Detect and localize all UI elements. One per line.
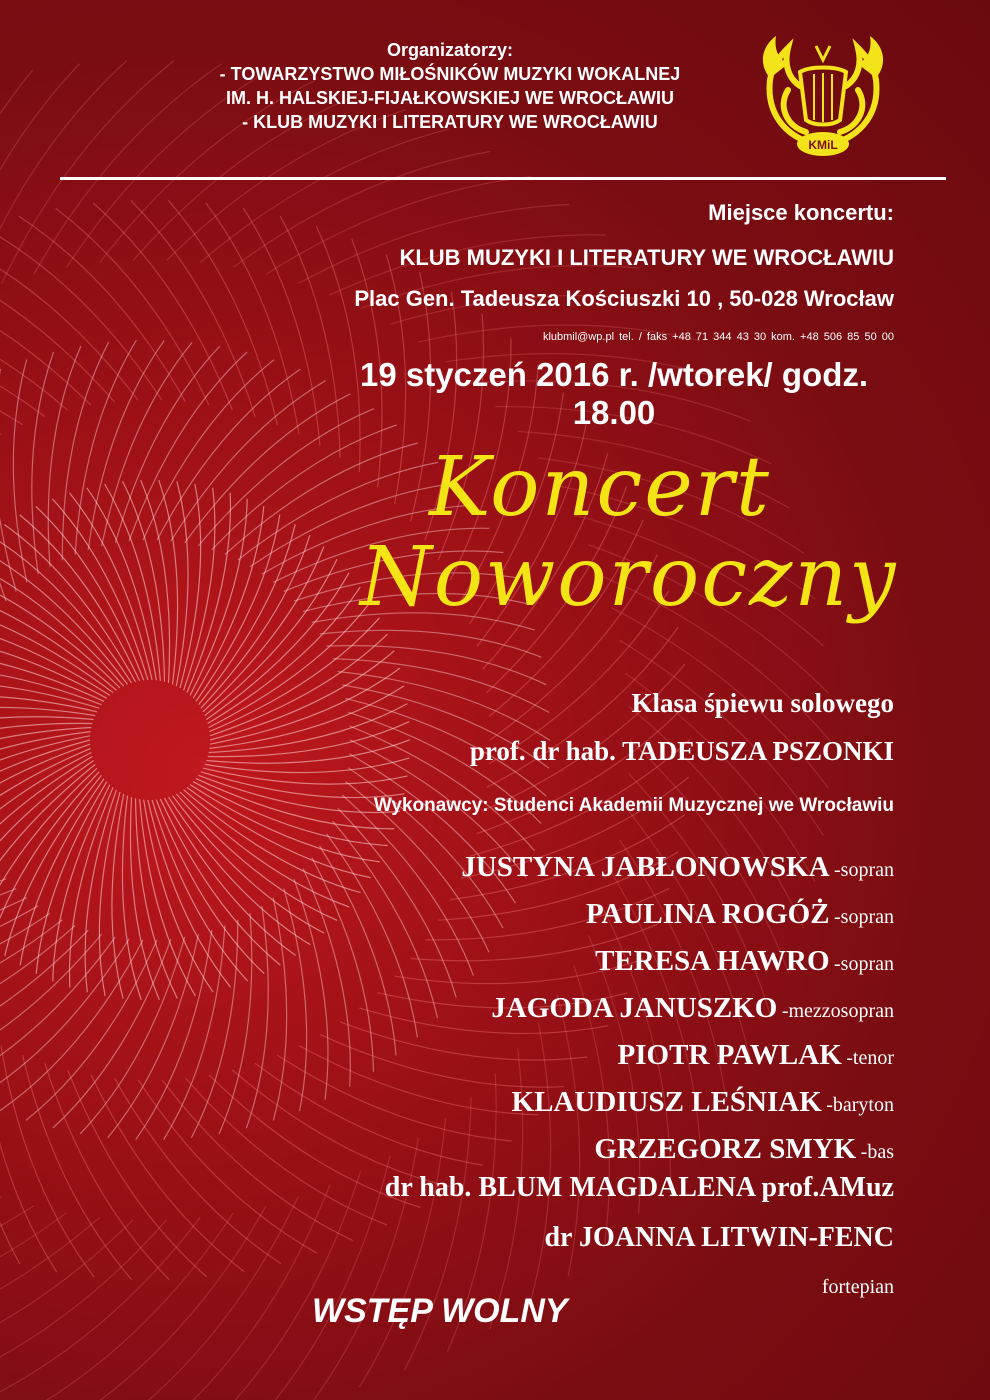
firework-streak (0, 740, 90, 829)
firework-streak (320, 846, 396, 1055)
firework-streak (342, 795, 473, 975)
firework-streak (200, 129, 449, 263)
firework-streak (298, 205, 569, 284)
firework-streak (327, 834, 418, 1038)
firework-streak (0, 764, 95, 920)
firework-streak (206, 740, 410, 763)
firework-streak (0, 913, 50, 997)
firework-streak (0, 339, 23, 425)
singer-name: PIOTR PAWLAK (617, 1039, 842, 1071)
firework-streak (0, 273, 91, 406)
firework-streak (91, 1075, 244, 1272)
singer-name: PAULINA ROGÓŻ (585, 898, 830, 930)
venue-label: Miejsce koncertu: (708, 200, 894, 225)
firework-streak (122, 796, 141, 1000)
firework-streak (157, 369, 300, 540)
professor-line: prof. dr hab. TADEUSZA PSZONKI (469, 736, 894, 766)
singers-list (461, 844, 894, 1173)
firework-streak (162, 1080, 353, 1241)
firework-streak (129, 352, 247, 541)
singer-name: GRZEGORZ SMYK (594, 1133, 857, 1165)
singer-voice: -sopran (834, 859, 894, 881)
firework-streak (232, 1070, 452, 1188)
firework-streak (327, 646, 547, 685)
firework-streak (294, 879, 328, 1100)
firework-streak (159, 480, 178, 684)
firework-streak (0, 939, 129, 1100)
firework-streak (93, 203, 232, 410)
singer-row (461, 891, 894, 938)
organizer-line: IM. H. HALSKIEJ-FIJAŁKOWSKIEJ WE WROCŁAWIU (226, 88, 674, 108)
venue-name: KLUB MUZYKI I LITERATURY WE WROCŁAWIU (399, 245, 894, 270)
firework-streak (99, 792, 120, 996)
organizers-block (180, 38, 720, 134)
firework-streak (32, 352, 54, 574)
singer-voice: -mezzosopran (781, 1000, 894, 1022)
firework-streak (173, 1185, 330, 1400)
firework-streak (68, 1070, 207, 1277)
class-line: Klasa śpiewu solowego (631, 688, 894, 718)
firework-streak (219, 913, 252, 1134)
singer-voice: -tenor (846, 1047, 894, 1069)
firework-streak (62, 342, 108, 560)
firework-streak (143, 360, 274, 540)
singer-name: JAGODA JANUSZKO (491, 992, 778, 1024)
firework-streak (0, 736, 90, 812)
firework-streak (0, 934, 102, 1071)
firework-streak (102, 342, 193, 546)
firework-streak (56, 208, 209, 405)
concert-datetime: 19 styczeń 2016 r. /wtorek/ godz. 18.00 (359, 356, 869, 431)
organizer-line: - TOWARZYSTWO MIŁOŚNIKÓW MUZYKI WOKALNEJ (219, 64, 681, 84)
singer-name: TERESA HAWRO (595, 945, 830, 977)
firework-streak (0, 744, 90, 846)
firework-streak (333, 659, 549, 713)
firework-streak (0, 602, 113, 692)
firework-streak (0, 1220, 167, 1387)
firework-streak (0, 64, 80, 309)
singer-row (461, 938, 894, 985)
firework-streak (243, 208, 320, 446)
kmil-logo-icon (748, 28, 898, 168)
title-line-2: Noworoczny (360, 530, 898, 625)
singer-name: KLAUDIUSZ LEŚNIAK (511, 1086, 822, 1118)
firework-streak (0, 227, 162, 401)
singer-voice: -baryton (826, 1094, 894, 1116)
venue-address: Plac Gen. Tadeusza Kościuszki 10 , 50-028 Wrocław (354, 286, 894, 311)
firework-streak (126, 1197, 299, 1400)
pianist-1: dr hab. BLUM MAGDALENA prof.AMuz (384, 1172, 894, 1203)
firework-streak (164, 925, 225, 1139)
firework-streak (0, 587, 116, 690)
firework-streak (176, 481, 188, 686)
singer-voice: -bas (860, 1141, 894, 1163)
firework-streak (31, 1213, 233, 1400)
firework-streak (0, 930, 88, 1055)
firework-streak (26, 940, 157, 1120)
firework-streak (338, 672, 550, 741)
title-line-1: Koncert (429, 440, 771, 535)
firework-streak (108, 934, 199, 1138)
firework-streak (53, 939, 171, 1128)
firework-streak (112, 794, 124, 999)
firework-streak (0, 761, 94, 908)
firework-streak (171, 381, 326, 541)
firework-streak (0, 365, 1, 434)
singer-row (461, 985, 894, 1032)
firework-streak (115, 1078, 282, 1264)
firework-streak (0, 70, 33, 324)
firework-streak (206, 203, 299, 435)
firework-streak (138, 1080, 317, 1254)
firework-streak (284, 889, 307, 1111)
singer-row (461, 844, 894, 891)
organizer-line: - KLUB MUZYKI I LITERATURY WE WROCŁAWIU (242, 112, 658, 132)
firework-streak (0, 315, 45, 417)
piano-role: fortepian (821, 1276, 894, 1298)
firework-streak (0, 1217, 200, 1399)
firework-streak (338, 808, 456, 997)
singer-row (461, 1032, 894, 1079)
firework-streak (246, 906, 268, 1128)
firework-streak (0, 1217, 100, 1351)
firework-streak (273, 898, 287, 1121)
firework-streak (75, 340, 136, 554)
performers-line: Wykonawcy: Studenci Akademii Muzycznej we Wrocławiu (373, 795, 894, 816)
firework-streak (0, 940, 143, 1111)
firework-streak (0, 1220, 133, 1371)
firework-streak (19, 216, 186, 402)
logo-text: KMiL (808, 138, 838, 152)
admission-free: WSTĘP WOLNY (312, 1292, 568, 1330)
firework-streak (0, 707, 95, 722)
singer-voice: -sopran (834, 906, 894, 928)
firework-streak (320, 630, 542, 657)
pianist-2: dr JOANNA LITWIN-FENC (544, 1222, 894, 1253)
firework-streak (78, 1206, 266, 1400)
firework-streak (333, 821, 438, 1018)
firework-streak (0, 925, 75, 1037)
firework-streak (220, 1171, 360, 1400)
firework-streak (185, 394, 351, 543)
firework-streak (303, 869, 350, 1087)
firework-streak (13, 360, 27, 583)
firework-streak (48, 346, 81, 567)
singer-row (461, 1126, 894, 1173)
firework-streak (191, 920, 237, 1138)
firework-streak (186, 1078, 388, 1225)
firework-streak (360, 1118, 446, 1387)
singer-voice: -sopran (834, 953, 894, 975)
firework-streak (0, 255, 115, 402)
organizers-label: Organizatorzy: (386, 40, 514, 60)
firework-streak (2, 60, 175, 283)
firework-streak (0, 732, 91, 795)
firework-streak (205, 758, 410, 773)
venue-contact: klubmil@wp.pl tel. / faks +48 71 344 43 30 kom. +48 506 85 50 00 (542, 331, 894, 343)
firework-streak (1, 1046, 94, 1278)
firework-streak (0, 547, 127, 685)
singer-row (461, 1079, 894, 1126)
header-divider (60, 177, 946, 180)
firework-streak (312, 858, 374, 1072)
firework-streak (280, 216, 340, 458)
singer-name: JUSTYNA JABŁONOWSKA (461, 851, 830, 883)
firework-streak (0, 1197, 2, 1276)
firework-streak (180, 484, 201, 688)
